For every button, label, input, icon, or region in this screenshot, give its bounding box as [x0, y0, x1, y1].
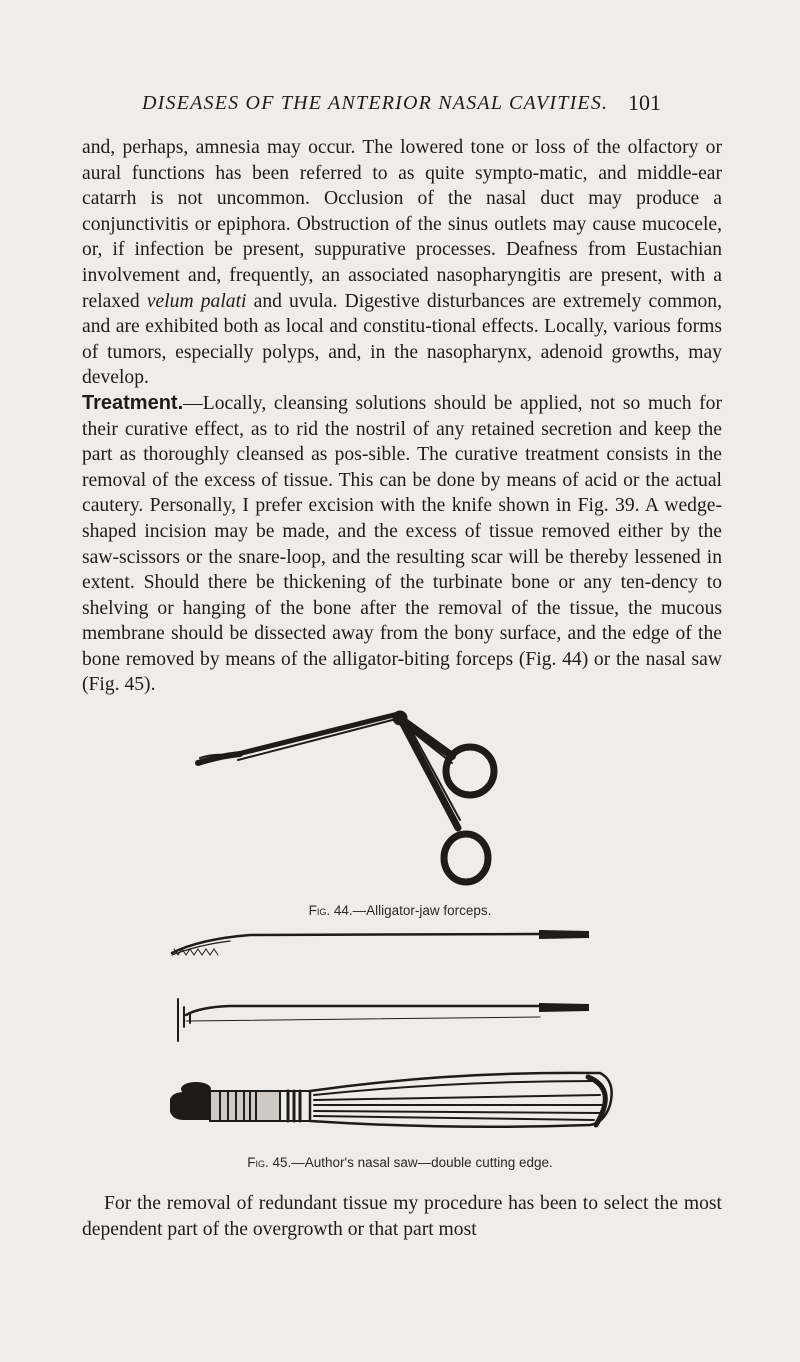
figure-caption-44: [0, 903, 800, 918]
body-paragraph-procedure: For the removal of redundant tissue my procedure has been to select the most dependent part of the overgrowth or that part most: [82, 1193, 722, 1240]
figure-label: Fig. 44.: [308, 903, 353, 918]
treatment-heading: Treatment.: [82, 391, 184, 414]
running-head: [0, 92, 800, 120]
nasal-saw-illustration: [170, 925, 620, 1150]
paragraph-text: —Locally, cleansing solutions should be applied, not so much for their curative effect, as to rid the nostril of any retained secretion and keep the part as thoroughly cleansed as pos-sible. The curative treatment consists in the removal of the excess of tissue. This can be done by means of acid or the actual cautery. Personally, I prefer excision with the knife shown in Fig. 39. A wedge-shaped incision may be made, and the excess of tissue removed either by the saw-scissors or the snare-loop, and the resulting scar will be thereby lessened in extent. Should there be thickening of the turbinate bone or any ten-dency to shelving or hanging of the bone after the removal of the tissue, the mucous membrane should be dissected away from the bony surface, and the edge of the bone removed by means of the alligator-biting forceps (Fig. 44) or the nasal saw (Fig. 45).: [82, 392, 722, 696]
figure-label: Fig. 45.: [247, 1155, 292, 1170]
page-number: 101: [628, 90, 661, 115]
alligator-forceps-illustration: [190, 708, 610, 898]
figure-caption-45: [0, 1155, 800, 1170]
figure-caption-text: —Author's nasal saw—double cutting edge.: [291, 1155, 553, 1170]
paragraph-text: and uvula. Digestive disturbances are extremely common, and are exhibited both as local and constitu-tional effects. Locally, various forms of tumors, especially polyps, and, in the nasopharynx, adenoid growths, may develop.: [82, 290, 722, 389]
body-paragraph-symptoms: [82, 135, 722, 698]
italic-term: velum palati: [146, 290, 247, 312]
paragraph-text: and, perhaps, amnesia may occur. The lowered tone or loss of the olfactory or aural functions has been referred to as quite sympto-matic, and middle-ear catarrh is not uncommon. Occlusion of the nasal duct may produce a conjunctivitis or epiphora. Obstruction of the sinus outlets may cause mucocele, or, if infection be present, suppurative processes. Deafness from Eustachian involvement and, frequently, an associated nasopharyngitis are present, with a relaxed: [82, 137, 722, 312]
figure-caption-text: —Alligator-jaw forceps.: [352, 903, 492, 918]
running-title: DISEASES OF THE ANTERIOR NASAL CAVITIES.: [142, 92, 609, 114]
